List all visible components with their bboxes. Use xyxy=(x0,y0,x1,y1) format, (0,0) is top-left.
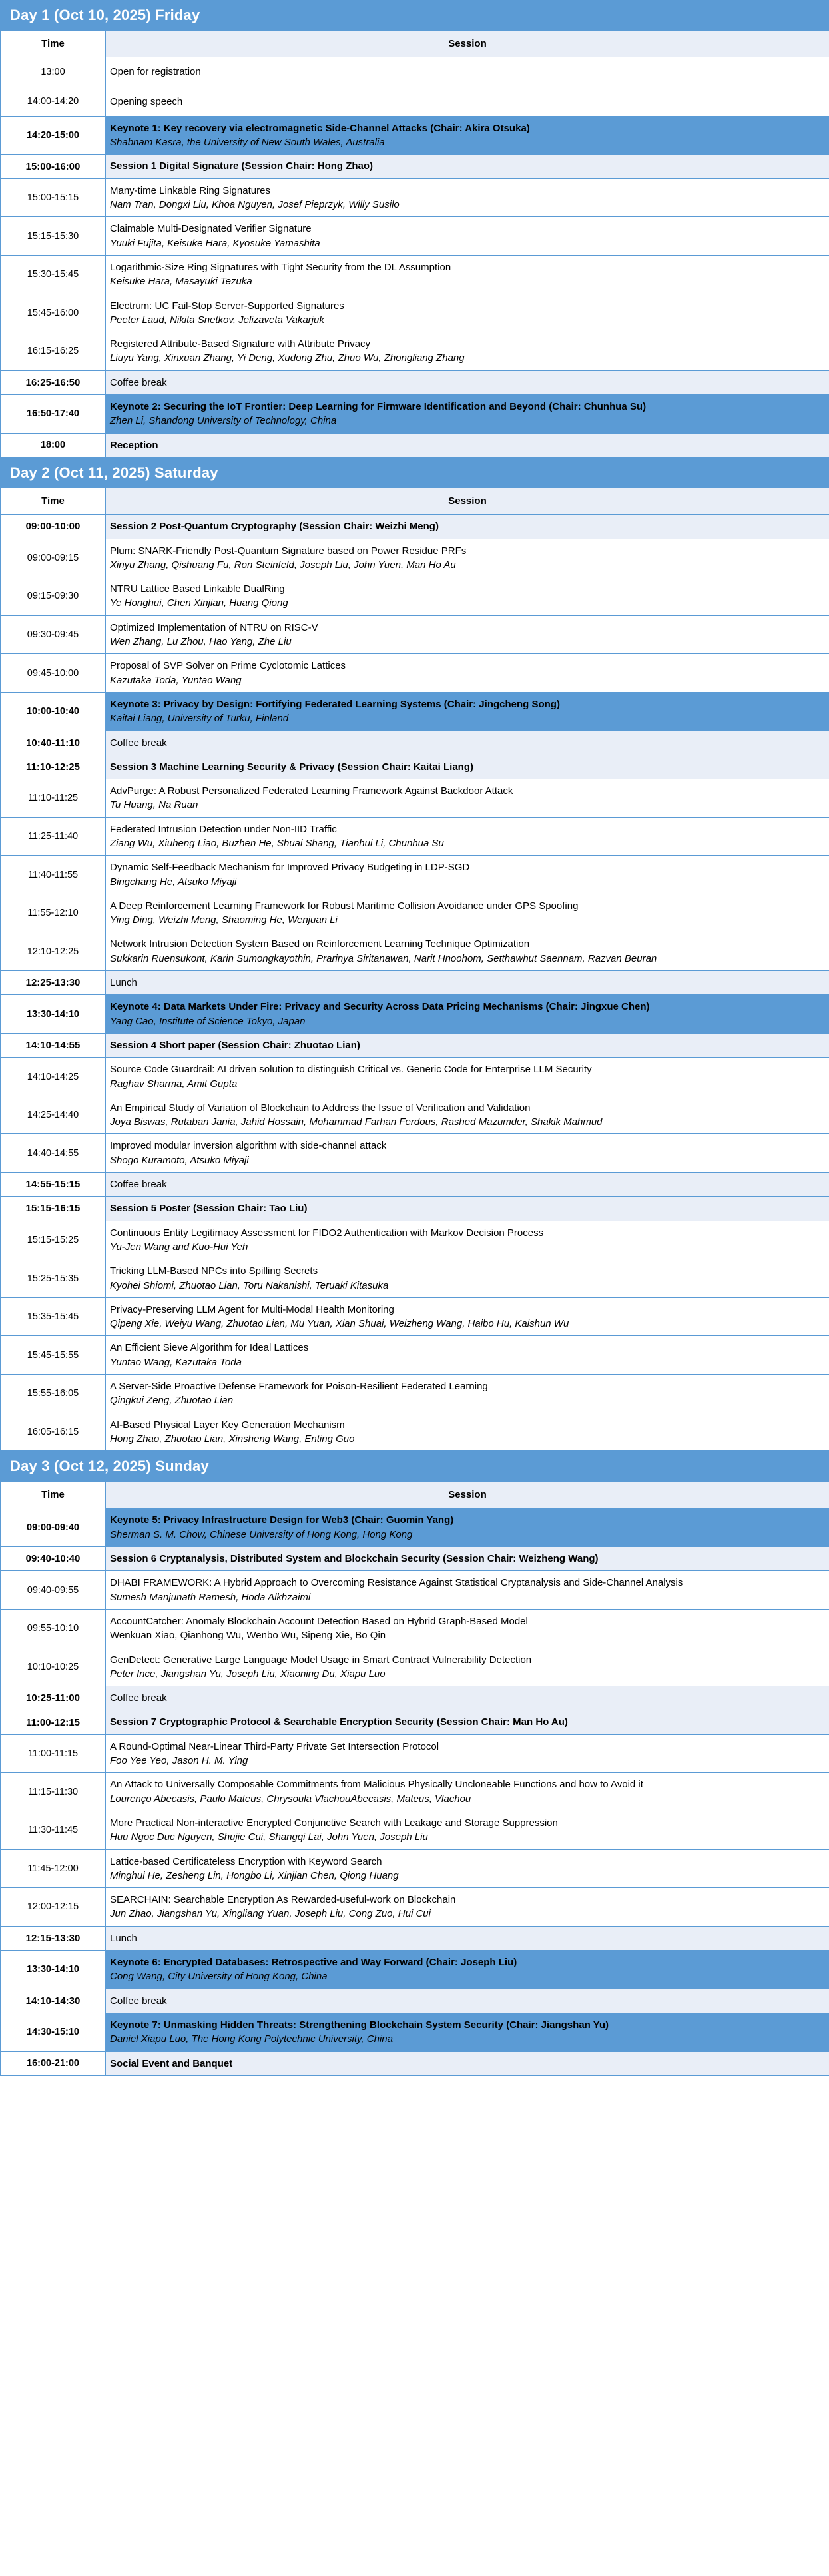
session-authors: Wen Zhang, Lu Zhou, Hao Yang, Zhe Liu xyxy=(110,636,292,648)
column-header-session: Session xyxy=(106,31,829,57)
column-header-row xyxy=(1,487,829,514)
schedule-time: 16:50-17:40 xyxy=(1,395,106,434)
schedule-row-break xyxy=(1,1686,829,1710)
schedule-row-paper xyxy=(1,1413,829,1451)
session-authors: Sumesh Manjunath Ramesh, Hoda Alkhzaimi xyxy=(110,1591,311,1603)
session-authors: Ying Ding, Weizhi Meng, Shaoming He, Wenjuan Li xyxy=(110,914,338,926)
schedule-session xyxy=(106,932,829,971)
schedule-session xyxy=(106,1259,829,1298)
schedule-time: 15:35-15:45 xyxy=(1,1297,106,1336)
session-title: Keynote 5: Privacy Infrastructure Design for Web3 (Chair: Guomin Yang) xyxy=(110,1514,454,1526)
schedule-session xyxy=(106,1571,829,1610)
session-title: Network Intrusion Detection System Based on Reinforcement Learning Technique Optimization xyxy=(110,938,530,950)
schedule-time: 14:25-14:40 xyxy=(1,1096,106,1134)
session-title: Proposal of SVP Solver on Prime Cyclotomic Lattices xyxy=(110,660,346,672)
schedule-time: 09:45-10:00 xyxy=(1,654,106,693)
schedule-session xyxy=(106,395,829,434)
session-title: Lunch xyxy=(110,977,137,989)
schedule-time: 12:00-12:15 xyxy=(1,1888,106,1927)
schedule-time: 09:55-10:10 xyxy=(1,1609,106,1648)
schedule-time: 14:30-15:10 xyxy=(1,2013,106,2051)
schedule-time: 11:40-11:55 xyxy=(1,856,106,894)
schedule-time: 15:45-15:55 xyxy=(1,1336,106,1375)
schedule-row-paper xyxy=(1,1773,829,1811)
session-title: An Attack to Universally Composable Commitments from Malicious Physically Uncloneable Functions and how to Avoid it xyxy=(110,1779,643,1791)
schedule-session xyxy=(106,87,829,116)
schedule-row-keynote xyxy=(1,395,829,434)
column-header-time: Time xyxy=(1,31,106,57)
session-title: Coffee break xyxy=(110,737,167,749)
day-banner-row xyxy=(1,458,829,487)
session-authors: Kyohei Shiomi, Zhuotao Lian, Toru Nakanishi, Teruaki Kitasuka xyxy=(110,1279,389,1291)
schedule-time: 09:30-09:45 xyxy=(1,615,106,654)
session-title: Session 7 Cryptographic Protocol & Searchable Encryption Security (Session Chair: Man Ho Au) xyxy=(110,1716,568,1728)
session-title: Keynote 3: Privacy by Design: Fortifying Federated Learning Systems (Chair: Jingcheng Song) xyxy=(110,698,560,710)
session-authors: Peter Ince, Jiangshan Yu, Joseph Liu, Xiaoning Du, Xiapu Luo xyxy=(110,1668,386,1680)
schedule-row-paper xyxy=(1,1134,829,1173)
schedule-time: 15:00-15:15 xyxy=(1,178,106,217)
schedule-time: 15:55-16:05 xyxy=(1,1375,106,1413)
session-title: Session 3 Machine Learning Security & Privacy (Session Chair: Kaitai Liang) xyxy=(110,761,473,773)
schedule-row-paper xyxy=(1,1648,829,1686)
day-banner-title: Day 1 (Oct 10, 2025) Friday xyxy=(1,1,829,31)
schedule-session xyxy=(106,1734,829,1773)
schedule-session xyxy=(106,971,829,995)
schedule-row-event xyxy=(1,2051,829,2075)
session-title: Keynote 2: Securing the IoT Frontier: Deep Learning for Firmware Identification and Beyond (Chair: Chunhua Su) xyxy=(110,401,647,413)
schedule-row-session-head xyxy=(1,515,829,539)
session-title: Plum: SNARK-Friendly Post-Quantum Signature based on Power Residue PRFs xyxy=(110,545,467,557)
schedule-session xyxy=(106,615,829,654)
schedule-session xyxy=(106,515,829,539)
session-authors: Sherman S. M. Chow, Chinese University of Hong Kong, Hong Kong xyxy=(110,1528,413,1540)
schedule-session xyxy=(106,577,829,616)
schedule-session xyxy=(106,1849,829,1888)
session-title: Tricking LLM-Based NPCs into Spilling Secrets xyxy=(110,1265,318,1277)
session-title: AdvPurge: A Robust Personalized Federated Learning Framework Against Backdoor Attack xyxy=(110,785,513,797)
session-authors: Kazutaka Toda, Yuntao Wang xyxy=(110,674,242,686)
column-header-row xyxy=(1,1482,829,1508)
schedule-time: 13:00 xyxy=(1,57,106,87)
schedule-row-event xyxy=(1,433,829,457)
session-title: Open for registration xyxy=(110,66,201,78)
schedule-time: 15:15-16:15 xyxy=(1,1197,106,1221)
session-title: Coffee break xyxy=(110,1995,167,2007)
schedule-row-session-head xyxy=(1,1033,829,1057)
schedule-row-paper xyxy=(1,1259,829,1298)
schedule-time: 14:40-14:55 xyxy=(1,1134,106,1173)
schedule-session xyxy=(106,755,829,779)
schedule-session xyxy=(106,539,829,577)
schedule-session xyxy=(106,155,829,178)
schedule-time: 11:45-12:00 xyxy=(1,1849,106,1888)
session-title: GenDetect: Generative Large Language Model Usage in Smart Contract Vulnerability Detection xyxy=(110,1654,532,1666)
schedule-time: 12:10-12:25 xyxy=(1,932,106,971)
schedule-session xyxy=(106,1989,829,2013)
schedule-row-paper xyxy=(1,1221,829,1259)
schedule-time: 11:10-12:25 xyxy=(1,755,106,779)
schedule-time: 16:25-16:50 xyxy=(1,370,106,394)
schedule-time: 14:10-14:55 xyxy=(1,1033,106,1057)
schedule-row-break xyxy=(1,731,829,755)
session-authors: Ye Honghui, Chen Xinjian, Huang Qiong xyxy=(110,597,288,609)
session-title: Registered Attribute-Based Signature with Attribute Privacy xyxy=(110,338,371,350)
schedule-session xyxy=(106,1197,829,1221)
schedule-session xyxy=(106,1926,829,1950)
session-title: Dynamic Self-Feedback Mechanism for Improved Privacy Budgeting in LDP-SGD xyxy=(110,862,470,874)
schedule-time: 13:30-14:10 xyxy=(1,1951,106,1989)
schedule-row-keynote xyxy=(1,692,829,731)
schedule-row-keynote xyxy=(1,995,829,1034)
schedule-session xyxy=(106,1811,829,1849)
schedule-time: 10:40-11:10 xyxy=(1,731,106,755)
session-title: Social Event and Banquet xyxy=(110,2057,233,2069)
schedule-time: 09:00-09:15 xyxy=(1,539,106,577)
session-title: DHABI FRAMEWORK: A Hybrid Approach to Overcoming Resistance Against Statistical Cryptanalysis and Side-Channel Analysis xyxy=(110,1577,683,1589)
schedule-row-paper xyxy=(1,1734,829,1773)
schedule-row-session-head xyxy=(1,1710,829,1734)
session-title: Federated Intrusion Detection under Non-IID Traffic xyxy=(110,823,337,835)
column-header-session: Session xyxy=(106,487,829,514)
schedule-session xyxy=(106,1375,829,1413)
schedule-session xyxy=(106,1413,829,1451)
schedule-session xyxy=(106,1336,829,1375)
schedule-row-paper xyxy=(1,577,829,616)
schedule-row-paper xyxy=(1,1096,829,1134)
schedule-session xyxy=(106,1058,829,1096)
session-title: Opening speech xyxy=(110,95,183,107)
schedule-session xyxy=(106,1648,829,1686)
session-title: An Empirical Study of Variation of Blockchain to Address the Issue of Verification and Validation xyxy=(110,1102,531,1114)
schedule-session xyxy=(106,1888,829,1927)
schedule-row-session-head xyxy=(1,1197,829,1221)
session-authors: Tu Huang, Na Ruan xyxy=(110,799,198,811)
schedule-session xyxy=(106,995,829,1034)
session-title: Session 6 Cryptanalysis, Distributed System and Blockchain Security (Session Chair: Weizheng Wang) xyxy=(110,1553,599,1565)
schedule-time: 11:55-12:10 xyxy=(1,894,106,932)
schedule-row-paper xyxy=(1,217,829,256)
session-title: Many-time Linkable Ring Signatures xyxy=(110,184,270,196)
schedule-row-plain xyxy=(1,57,829,87)
session-title: Lattice-based Certificateless Encryption with Keyword Search xyxy=(110,1855,382,1867)
session-authors: Lourenço Abecasis, Paulo Mateus, Chrysoula VlachouAbecasis, Mateus, Vlachou xyxy=(110,1793,471,1805)
day-banner-title: Day 2 (Oct 11, 2025) Saturday xyxy=(1,458,829,487)
schedule-time: 09:00-09:40 xyxy=(1,1508,106,1547)
session-title: A Deep Reinforcement Learning Framework for Robust Maritime Collision Avoidance under GPS Spoofing xyxy=(110,900,579,912)
session-title: A Server-Side Proactive Defense Framework for Poison-Resilient Federated Learning xyxy=(110,1381,488,1392)
session-authors: Qipeng Xie, Weiyu Wang, Zhuotao Lian, Mu Yuan, Xian Shuai, Weizheng Wang, Haibo Hu, Kaishun Wu xyxy=(110,1318,569,1330)
schedule-time: 10:00-10:40 xyxy=(1,692,106,731)
schedule-session xyxy=(106,370,829,394)
schedule-time: 11:00-12:15 xyxy=(1,1710,106,1734)
schedule-time: 14:00-14:20 xyxy=(1,87,106,116)
schedule-time: 14:10-14:30 xyxy=(1,1989,106,2013)
session-title: SEARCHAIN: Searchable Encryption As Rewarded-useful-work on Blockchain xyxy=(110,1894,456,1906)
schedule-row-paper xyxy=(1,178,829,217)
schedule-row-paper xyxy=(1,1336,829,1375)
schedule-session xyxy=(106,1033,829,1057)
session-title: AI-Based Physical Layer Key Generation Mechanism xyxy=(110,1419,345,1431)
schedule-row-break xyxy=(1,1173,829,1197)
schedule-row-paper xyxy=(1,1811,829,1849)
session-authors: Hong Zhao, Zhuotao Lian, Xinsheng Wang, Enting Guo xyxy=(110,1433,355,1445)
schedule-time: 09:40-10:40 xyxy=(1,1547,106,1571)
schedule-row-session-head xyxy=(1,1547,829,1571)
session-authors: Jun Zhao, Jiangshan Yu, Xingliang Yuan, Joseph Liu, Cong Zuo, Hui Cui xyxy=(110,1908,431,1920)
day-banner-row xyxy=(1,1,829,31)
session-authors: Xinyu Zhang, Qishuang Fu, Ron Steinfeld, Joseph Liu, John Yuen, Man Ho Au xyxy=(110,559,456,571)
schedule-time: 11:10-11:25 xyxy=(1,779,106,818)
schedule-row-keynote xyxy=(1,1951,829,1989)
column-header-row xyxy=(1,31,829,57)
session-title: More Practical Non-interactive Encrypted Conjunctive Search with Leakage and Storage Suppression xyxy=(110,1817,558,1829)
session-authors: Zhen Li, Shandong University of Technology, China xyxy=(110,415,337,427)
schedule-session xyxy=(106,1297,829,1336)
session-authors: Foo Yee Yeo, Jason H. M. Ying xyxy=(110,1755,248,1767)
schedule-row-paper xyxy=(1,1571,829,1610)
schedule-session xyxy=(106,116,829,155)
schedule-session xyxy=(106,1134,829,1173)
session-title: Session 2 Post-Quantum Cryptography (Session Chair: Weizhi Meng) xyxy=(110,521,439,533)
schedule-session xyxy=(106,2051,829,2075)
schedule-row-plain xyxy=(1,87,829,116)
schedule-row-paper xyxy=(1,894,829,932)
schedule-row-keynote xyxy=(1,1508,829,1547)
schedule-row-break xyxy=(1,971,829,995)
schedule-time: 14:55-15:15 xyxy=(1,1173,106,1197)
schedule-row-paper xyxy=(1,1888,829,1927)
schedule-row-paper xyxy=(1,332,829,371)
session-title: Coffee break xyxy=(110,1692,167,1704)
schedule-row-paper xyxy=(1,294,829,332)
schedule-time: 15:25-15:35 xyxy=(1,1259,106,1298)
schedule-session xyxy=(106,692,829,731)
session-authors: Keisuke Hara, Masayuki Tezuka xyxy=(110,276,252,288)
schedule-session xyxy=(106,894,829,932)
schedule-row-paper xyxy=(1,1375,829,1413)
schedule-session xyxy=(106,1173,829,1197)
day-schedule-table xyxy=(0,1451,829,2076)
session-authors: Yuntao Wang, Kazutaka Toda xyxy=(110,1356,242,1368)
schedule-session xyxy=(106,654,829,693)
schedule-row-break xyxy=(1,370,829,394)
schedule-time: 13:30-14:10 xyxy=(1,995,106,1034)
schedule-time: 14:20-15:00 xyxy=(1,116,106,155)
schedule-time: 15:15-15:30 xyxy=(1,217,106,256)
schedule-session xyxy=(106,1710,829,1734)
session-authors: Cong Wang, City University of Hong Kong, China xyxy=(110,1971,328,1983)
schedule-time: 09:15-09:30 xyxy=(1,577,106,616)
session-title: Lunch xyxy=(110,1932,137,1944)
schedule-time: 12:15-13:30 xyxy=(1,1926,106,1950)
schedule-time: 18:00 xyxy=(1,433,106,457)
schedule-time: 09:40-09:55 xyxy=(1,1571,106,1610)
session-authors: Peeter Laud, Nikita Snetkov, Jelizaveta Vakarjuk xyxy=(110,314,324,326)
session-title: An Efficient Sieve Algorithm for Ideal Lattices xyxy=(110,1342,309,1354)
schedule-time: 11:15-11:30 xyxy=(1,1773,106,1811)
schedule-time: 15:45-16:00 xyxy=(1,294,106,332)
schedule-time: 16:00-21:00 xyxy=(1,2051,106,2075)
session-title: Session 5 Poster (Session Chair: Tao Liu) xyxy=(110,1203,308,1215)
day-banner-title: Day 3 (Oct 12, 2025) Sunday xyxy=(1,1452,829,1482)
schedule-session xyxy=(106,731,829,755)
schedule-session xyxy=(106,1951,829,1989)
schedule-session xyxy=(106,57,829,87)
schedule-row-paper xyxy=(1,817,829,856)
session-title: Session 4 Short paper (Session Chair: Zhuotao Lian) xyxy=(110,1039,360,1051)
schedule-row-paper xyxy=(1,856,829,894)
schedule-row-paper xyxy=(1,255,829,294)
schedule-row-keynote xyxy=(1,2013,829,2051)
schedule-session xyxy=(106,817,829,856)
schedule-session xyxy=(106,1773,829,1811)
session-authors: Nam Tran, Dongxi Liu, Khoa Nguyen, Josef Pieprzyk, Willy Susilo xyxy=(110,199,400,211)
session-title: Keynote 4: Data Markets Under Fire: Privacy and Security Across Data Pricing Mechanisms (Chair: Jingxue Chen) xyxy=(110,1001,650,1013)
session-title: Session 1 Digital Signature (Session Chair: Hong Zhao) xyxy=(110,161,374,172)
schedule-time: 09:00-10:00 xyxy=(1,515,106,539)
schedule-time: 16:05-16:15 xyxy=(1,1413,106,1451)
session-title: Source Code Guardrail: AI driven solution to distinguish Critical vs. Generic Code for Enterprise LLM Security xyxy=(110,1064,592,1076)
session-authors: Shabnam Kasra, the University of New South Wales, Australia xyxy=(110,137,385,149)
schedule-session xyxy=(106,255,829,294)
column-header-time: Time xyxy=(1,1482,106,1508)
session-authors: Shogo Kuramoto, Atsuko Miyaji xyxy=(110,1154,249,1166)
session-title: NTRU Lattice Based Linkable DualRing xyxy=(110,583,285,595)
session-title: Optimized Implementation of NTRU on RISC-V xyxy=(110,621,318,633)
schedule-row-paper xyxy=(1,539,829,577)
schedule-row-paper xyxy=(1,615,829,654)
schedule-session xyxy=(106,1609,829,1648)
session-title: Keynote 7: Unmasking Hidden Threats: Strengthening Blockchain System Security (Chair: Jiangshan Yu) xyxy=(110,2019,609,2031)
session-title: Keynote 1: Key recovery via electromagnetic Side-Channel Attacks (Chair: Akira Otsuka) xyxy=(110,122,530,134)
session-authors: Wenkuan Xiao, Qianhong Wu, Wenbo Wu, Sipeng Xie, Bo Qin xyxy=(110,1630,386,1642)
schedule-row-session-head xyxy=(1,755,829,779)
session-title: Improved modular inversion algorithm with side-channel attack xyxy=(110,1140,387,1152)
schedule-session xyxy=(106,2013,829,2051)
schedule-time: 11:25-11:40 xyxy=(1,817,106,856)
session-title: Privacy-Preserving LLM Agent for Multi-Modal Health Monitoring xyxy=(110,1303,394,1315)
schedule-time: 11:30-11:45 xyxy=(1,1811,106,1849)
schedule-row-break xyxy=(1,1926,829,1950)
session-title: Claimable Multi-Designated Verifier Signature xyxy=(110,223,312,235)
schedule-session xyxy=(106,1686,829,1710)
schedule-time: 15:30-15:45 xyxy=(1,255,106,294)
session-authors: Yu-Jen Wang and Kuo-Hui Yeh xyxy=(110,1241,248,1253)
schedule-session xyxy=(106,217,829,256)
schedule-session xyxy=(106,332,829,371)
schedule-time: 14:10-14:25 xyxy=(1,1058,106,1096)
session-authors: Qingkui Zeng, Zhuotao Lian xyxy=(110,1395,234,1407)
session-title: Logarithmic-Size Ring Signatures with Tight Security from the DL Assumption xyxy=(110,261,451,273)
session-title: Coffee break xyxy=(110,376,167,388)
session-authors: Bingchang He, Atsuko Miyaji xyxy=(110,876,237,888)
schedule-time: 10:10-10:25 xyxy=(1,1648,106,1686)
schedule-session xyxy=(106,294,829,332)
schedule-time: 15:00-16:00 xyxy=(1,155,106,178)
session-authors: Raghav Sharma, Amit Gupta xyxy=(110,1078,238,1090)
schedule-row-paper xyxy=(1,1297,829,1336)
schedule-row-paper xyxy=(1,1058,829,1096)
schedule-session xyxy=(106,1221,829,1259)
session-authors: Huu Ngoc Duc Nguyen, Shujie Cui, Shangqi Lai, John Yuen, Joseph Liu xyxy=(110,1831,428,1843)
column-header-time: Time xyxy=(1,487,106,514)
session-title: Keynote 6: Encrypted Databases: Retrospective and Way Forward (Chair: Joseph Liu) xyxy=(110,1957,517,1969)
schedule-time: 16:15-16:25 xyxy=(1,332,106,371)
schedule-row-paper xyxy=(1,779,829,818)
session-authors: Kaitai Liang, University of Turku, Finland xyxy=(110,713,289,725)
session-authors: Yuuki Fujita, Keisuke Hara, Kyosuke Yamashita xyxy=(110,237,320,249)
schedule-row-paper xyxy=(1,1609,829,1648)
schedule-row-break xyxy=(1,1989,829,2013)
session-authors: Liuyu Yang, Xinxuan Zhang, Yi Deng, Xudong Zhu, Zhuo Wu, Zhongliang Zhang xyxy=(110,352,465,364)
schedule-row-keynote xyxy=(1,116,829,155)
session-authors: Minghui He, Zesheng Lin, Hongbo Li, Xinjian Chen, Qiong Huang xyxy=(110,1869,399,1881)
session-authors: Yang Cao, Institute of Science Tokyo, Japan xyxy=(110,1015,306,1027)
session-authors: Sukkarin Ruensukont, Karin Sumongkayothin, Prarinya Siritanawan, Narit Hnoohom, Setthawhut Saennam, Razvan Beuran xyxy=(110,952,657,964)
session-title: Continuous Entity Legitimacy Assessment for FIDO2 Authentication with Markov Decision Process xyxy=(110,1227,544,1239)
session-authors: Joya Biswas, Rutaban Jania, Jahid Hossain, Mohammad Farhan Ferdous, Rashed Mazumder, Shakik Mahmud xyxy=(110,1116,603,1128)
schedule-session xyxy=(106,433,829,457)
schedule-time: 11:00-11:15 xyxy=(1,1734,106,1773)
session-title: Reception xyxy=(110,439,158,451)
schedule-session xyxy=(106,1096,829,1134)
schedule-session xyxy=(106,178,829,217)
day-schedule-table xyxy=(0,0,829,458)
session-authors: Daniel Xiapu Luo, The Hong Kong Polytechnic University, China xyxy=(110,2033,393,2045)
day-banner-row xyxy=(1,1452,829,1482)
schedule-row-paper xyxy=(1,932,829,971)
schedule-session xyxy=(106,779,829,818)
schedule-time: 15:15-15:25 xyxy=(1,1221,106,1259)
schedule-row-paper xyxy=(1,654,829,693)
schedule-time: 12:25-13:30 xyxy=(1,971,106,995)
schedule-session xyxy=(106,1547,829,1571)
session-authors: Ziang Wu, Xiuheng Liao, Buzhen He, Shuai Shang, Tianhui Li, Chunhua Su xyxy=(110,837,444,849)
column-header-session: Session xyxy=(106,1482,829,1508)
session-title: Coffee break xyxy=(110,1179,167,1191)
schedule-session xyxy=(106,856,829,894)
schedule-row-session-head xyxy=(1,155,829,178)
schedule-time: 10:25-11:00 xyxy=(1,1686,106,1710)
schedule-row-paper xyxy=(1,1849,829,1888)
session-title: A Round-Optimal Near-Linear Third-Party Private Set Intersection Protocol xyxy=(110,1740,439,1752)
session-title: AccountCatcher: Anomaly Blockchain Account Detection Based on Hybrid Graph-Based Model xyxy=(110,1615,528,1627)
schedule-session xyxy=(106,1508,829,1547)
day-schedule-table xyxy=(0,458,829,1451)
session-title: Electrum: UC Fail-Stop Server-Supported Signatures xyxy=(110,300,344,312)
